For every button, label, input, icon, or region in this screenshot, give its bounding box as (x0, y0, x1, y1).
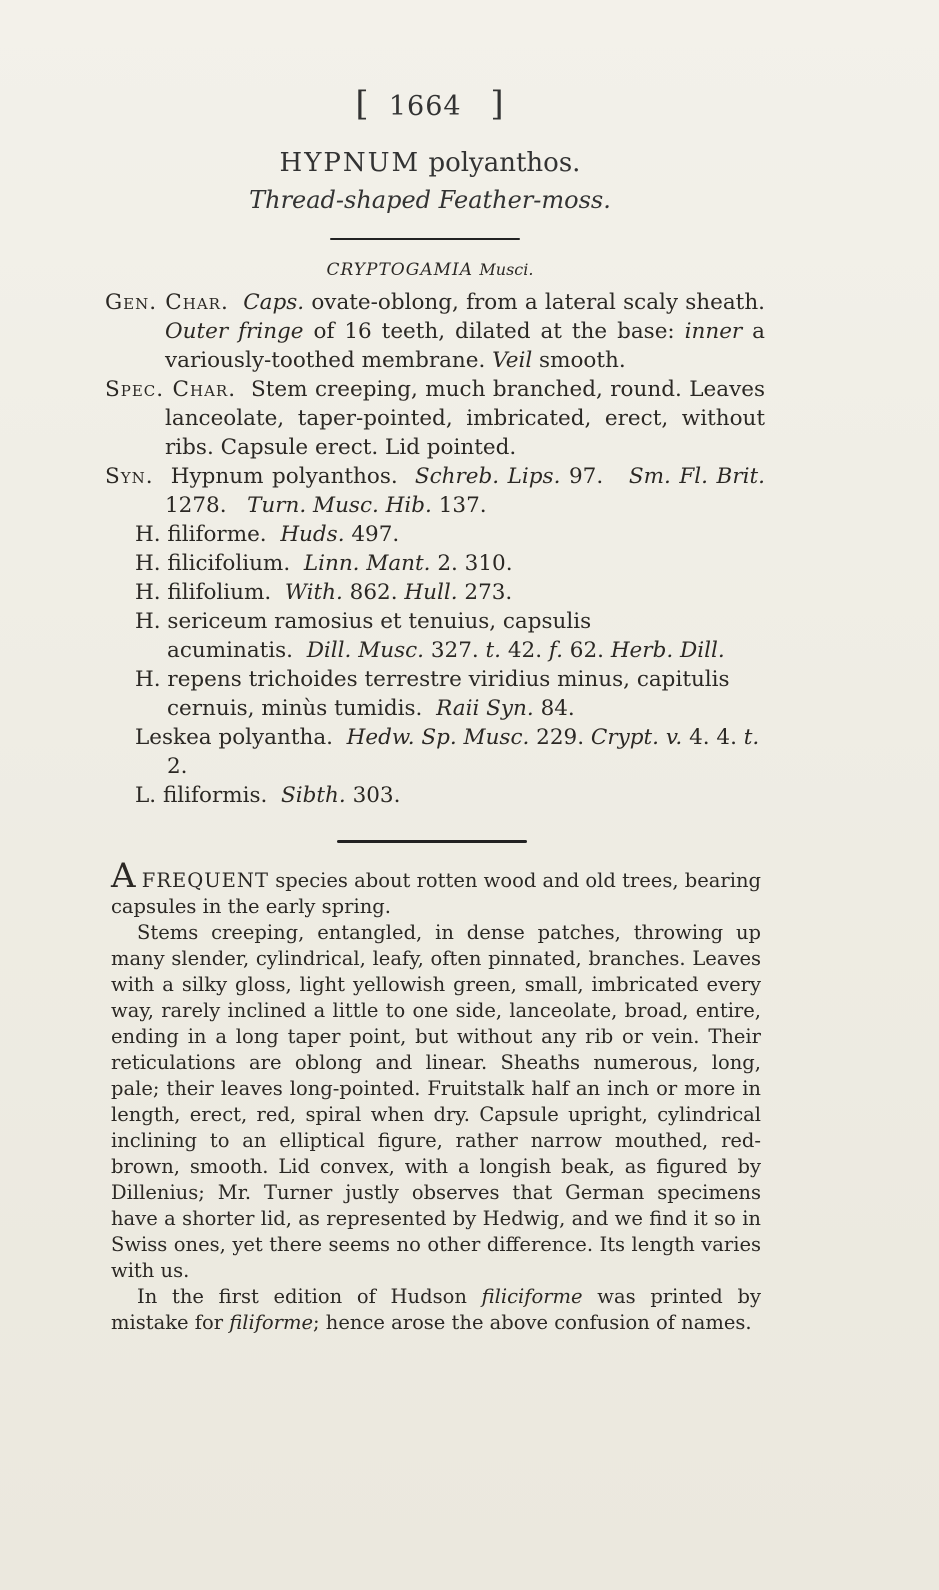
synonym-entry (105, 520, 765, 549)
synonym-reference-number: 327. (424, 638, 486, 663)
synonym-name: H. filiforme. (135, 522, 281, 547)
gen-text-1: ovate-oblong, from a lateral scaly sheath. (304, 290, 765, 315)
synonym-reference-number: 2. (167, 754, 188, 779)
synonym-reference: Sibth. (281, 783, 346, 808)
syn-label: Syn. (105, 464, 154, 489)
note-italic-d: filiforme (229, 1311, 314, 1334)
synonym-reference: t. (485, 638, 502, 663)
synonym-reference: Huds. (280, 522, 345, 547)
syn-main-name: Hypnum polyanthos. (170, 464, 398, 489)
synonym-reference-number: 42. (501, 638, 549, 663)
synonym-reference: Dill. Musc. (306, 638, 424, 663)
synonym-name: Leskea polyantha. (135, 725, 347, 750)
description-paragraph (111, 1284, 761, 1336)
synonym-reference-number: 862. (342, 580, 405, 605)
drop-capital: A (111, 856, 136, 896)
order-name: Musci. (479, 260, 534, 279)
synonym-reference: Hull. (404, 580, 458, 605)
spec-char-label: Spec. Char. (105, 377, 237, 402)
synonym-entry (105, 723, 765, 781)
synonym-reference-number: 303. (345, 783, 401, 808)
synonym-entry (105, 781, 765, 810)
synonym-list (105, 520, 765, 810)
synonym-reference-number: 229. (529, 725, 591, 750)
description-paragraph: Stems creeping, entangled, in dense patches, throwing up many slender, cylindrical, leafy, often pinnated, branches. Leaves with a silky gloss, light yellowish green, small, imbricated every way, rarely inclined a little to one side, lanceolate, broad, entire, ending in a long taper point, but without any rib or vein. Their reticulations are oblong and linear. Sheaths numerous, long, pale; their leaves long-pointed. Fruitstalk half an inch or more in length, erect, red, spiral when dry. Capsule upright, cylindrical inclining to an elliptical figure, rather narrow mouthed, red-brown, smooth. Lid convex, with a longish beak, as figured by Dillenius; Mr. Turner justly observes that German specimens have a shorter lid, as represented by Hedwig, and we find it so in Swiss ones, yet there seems no other difference. Its length varies with us. (111, 921, 761, 1282)
species-name: polyanthos. (428, 148, 581, 178)
common-name: Thread-shaped Feather-moss. (249, 186, 611, 214)
synonym-reference-number: 2. 310. (430, 551, 513, 576)
synonym-reference-number: 4. 4. (682, 725, 744, 750)
syn-ref-1-num: 97. (560, 464, 604, 489)
synonym-reference-number: 62. (562, 638, 611, 663)
note-text-e: ; hence arose the above confusion of names. (313, 1311, 752, 1334)
opening-word: FREQUENT (141, 869, 269, 892)
species-title (0, 148, 860, 178)
syn-ref-2-num: 1278. (165, 493, 227, 518)
synonym-entry (105, 549, 765, 578)
synonym-entry (105, 607, 765, 665)
gen-char-label: Gen. Char. (105, 290, 229, 315)
gen-text-2: of 16 teeth, dilated at the base: (303, 319, 685, 344)
synonym-reference: With. (284, 580, 343, 605)
syn-ref-3: Turn. Musc. Hib. (247, 493, 432, 518)
syn-ref-2: Sm. Fl. Brit. (628, 464, 765, 489)
synonym-name: H. sericeum ramosius et tenuius, capsulis acuminatis. (135, 609, 592, 663)
description-paragraph (111, 856, 762, 920)
synonym-name: H. filifolium. (135, 580, 285, 605)
spec-char-text: Stem creeping, much branched, round. Leaves lanceolate, taper-pointed, imbricated, erect, without ribs. Capsule erect. Lid pointed. (165, 377, 765, 460)
gen-outer-fringe: Outer fringe (165, 319, 304, 344)
note-text-c: was printed by mistake for (111, 1285, 761, 1334)
synonym-entry (105, 578, 765, 607)
synonym-reference: Crypt. v. (590, 725, 683, 750)
divider-rule (337, 840, 527, 843)
gen-text-4: smooth. (532, 348, 626, 373)
close-bracket: ] (490, 84, 505, 124)
gen-veil: Veil (492, 348, 533, 373)
synonym-name: H. filicifolium. (135, 551, 304, 576)
synonym-reference-number: 497. (344, 522, 400, 547)
description-text-1: species about rotten wood and old trees, bearing capsules in the early spring. (111, 869, 762, 918)
class-name: CRYPTOGAMIA (326, 260, 473, 280)
genus-name: HYPNUM (279, 148, 421, 178)
page-number-value: 1664 (388, 91, 462, 122)
synonym-reference: Herb. Dill. (610, 638, 725, 663)
gen-text-3: a variously-toothed membrane. (165, 319, 765, 373)
note-italic-b: filiciforme (481, 1285, 583, 1308)
syn-ref-1: Schreb. Lips. (414, 464, 561, 489)
synonym-name: H. repens trichoides terrestre viridius minus, capitulis cernuis, minùs tumidis. (135, 667, 730, 721)
synonym-reference: Linn. Mant. (303, 551, 431, 576)
synonym-reference-number: 84. (533, 696, 575, 721)
synonym-reference: Hedw. Sp. Musc. (346, 725, 530, 750)
divider-rule (330, 238, 520, 240)
gen-caps: Caps. (243, 290, 305, 315)
specific-character (105, 375, 765, 462)
synonym-reference: t. (743, 725, 760, 750)
synonym-entry (105, 665, 765, 723)
generic-character (105, 288, 765, 375)
synonym-reference: f. (548, 638, 563, 663)
synonym-reference-number: 273. (457, 580, 513, 605)
synonym-main (105, 462, 765, 520)
note-text-a: In the first edition of Hudson (137, 1285, 482, 1308)
description-block (111, 856, 762, 1336)
classification (0, 260, 860, 280)
characters-block (105, 288, 765, 810)
gen-inner: inner (684, 319, 743, 344)
synonym-reference: Raii Syn. (436, 696, 534, 721)
syn-ref-3-num: 137. (431, 493, 487, 518)
open-bracket: [ (355, 84, 370, 124)
synonym-name: L. filiformis. (135, 783, 282, 808)
page-number (0, 84, 860, 124)
